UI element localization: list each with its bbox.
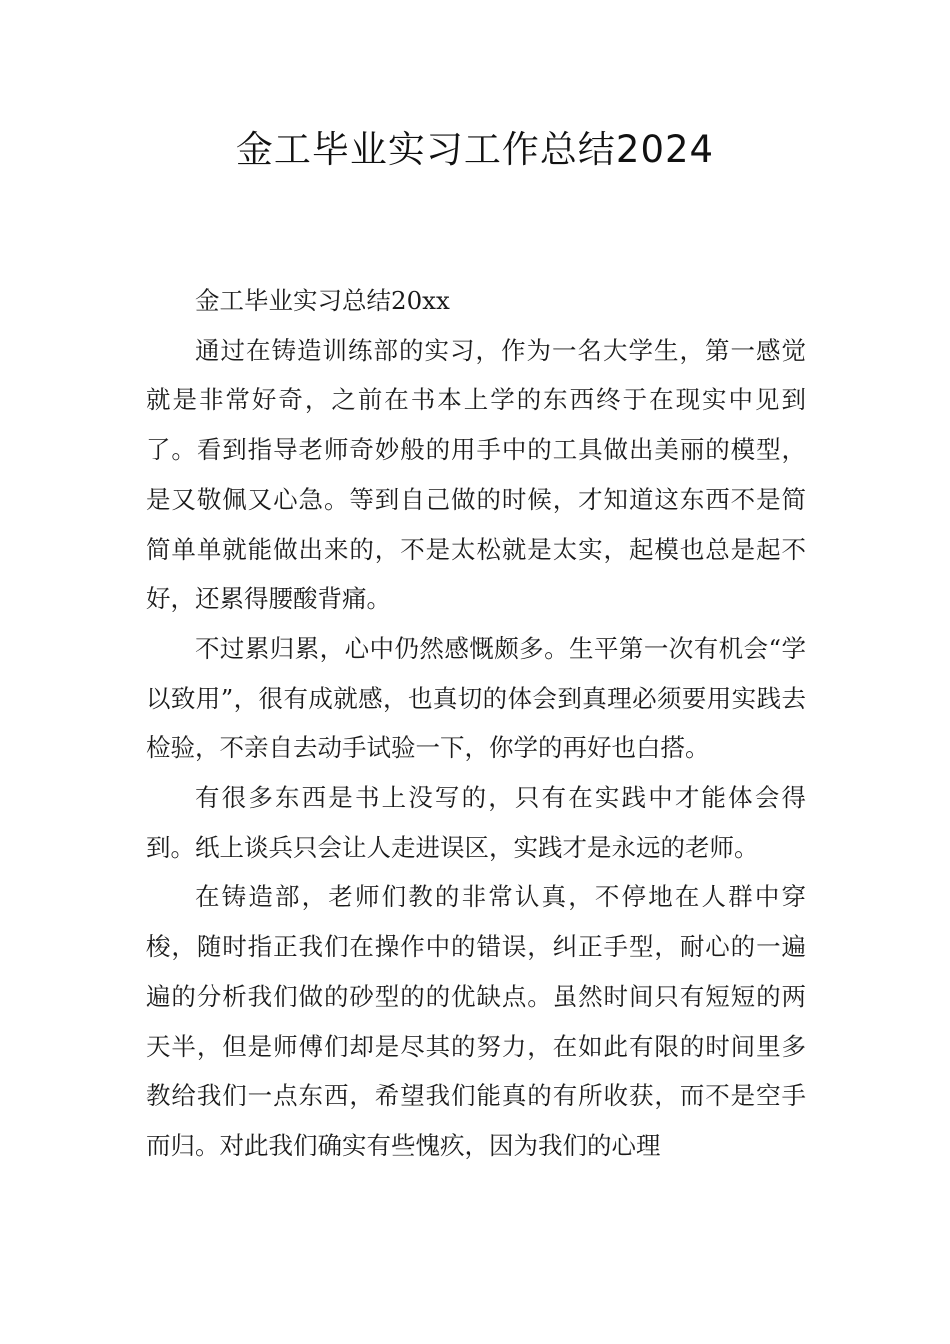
paragraph-2: 不过累归累，心中仍然感慨颇多。生平第一次有机会“学以致用”，很有成就感，也真切的体会到真理必须要用实践去检验，不亲自去动手试验一下，你学的再好也白搭。 [146, 633, 806, 763]
document-subtitle: 金工毕业实习总结20xx [195, 286, 450, 315]
paragraph-1: 通过在铸造训练部的实习，作为一名大学生，第一感觉就是非常好奇，之前在书本上学的东西终于在现实中见到了。看到指导老师奇妙般的用手中的工具做出美丽的模型，是又敬佩又心急。等到自己做的时候，才知道这东西不是简简单单就能做出来的，不是太松就是太实，起模也总是起不好，还累得腰酸背痛。 [146, 335, 806, 614]
document-body [146, 276, 806, 1171]
paragraph-3: 有很多东西是书上没写的，只有在实践中才能体会得到。纸上谈兵只会让人走进误区，实践才是永远的老师。 [146, 783, 806, 862]
paragraph-4: 在铸造部，老师们教的非常认真，不停地在人群中穿梭，随时指正我们在操作中的错误，纠正手型，耐心的一遍遍的分析我们做的砂型的的优缺点。虽然时间只有短短的两天半，但是师傅们却是尽其的努力，在如此有限的时间里多教给我们一点东西，希望我们能真的有所收获，而不是空手而归。对此我们确实有些愧疚，因为我们的心理 [146, 882, 806, 1160]
document-title: 金工毕业实习工作总结2024 [235, 128, 715, 171]
